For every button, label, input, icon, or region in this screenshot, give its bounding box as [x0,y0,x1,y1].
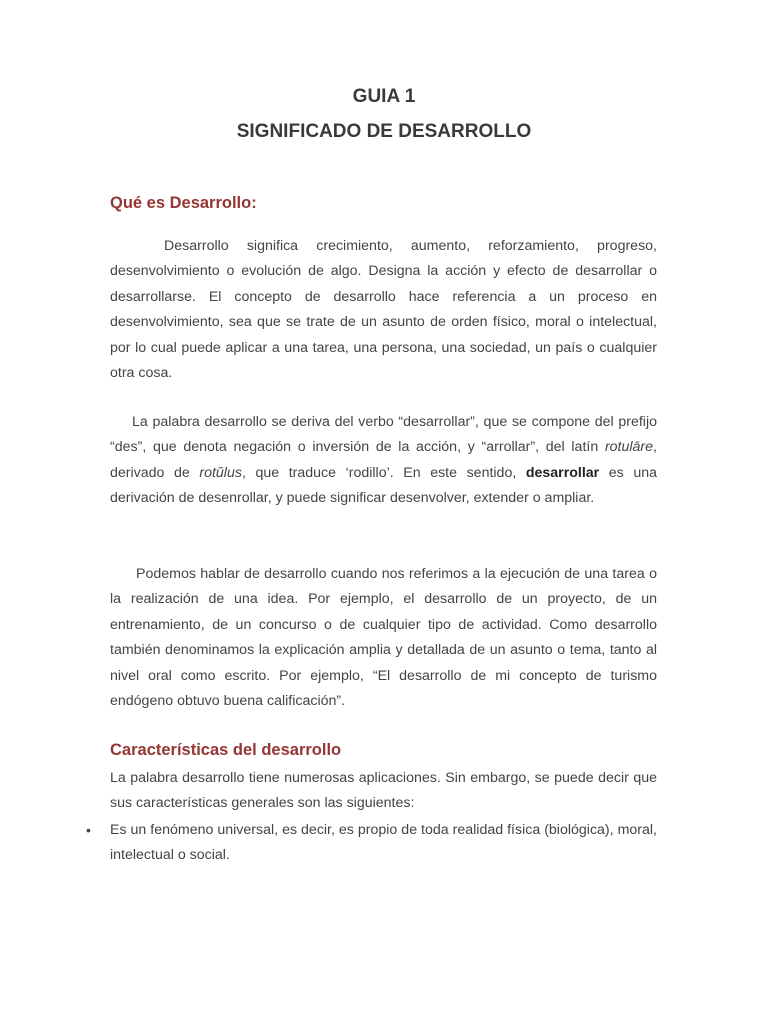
etymology-text-4: es una derivación de desenrollar, y puede significar desenvolver, extender o ampliar. [110,464,657,507]
paragraph-characteristics-intro: La palabra desarrollo tiene numerosas aplicaciones. Sin embargo, se puede decir que sus características generales son las siguientes: [110,770,657,812]
paragraph-etymology [110,410,657,512]
section-heading-caracteristicas: Características del desarrollo [110,741,342,759]
document-subtitle: SIGNIFICADO DE DESARROLLO [236,121,532,142]
document-title: GUIA 1 [352,86,416,107]
latin-term-rotulare: rotulāre [604,439,654,456]
bullet-icon: • [86,822,91,838]
bold-term-desarrollar: desarrollar [525,464,600,481]
etymology-text-3: , que traduce ‘rodillo’. En este sentido, [241,464,526,481]
characteristics-list [86,818,657,869]
list-item-text: Es un fenómeno universal, es decir, es propio de toda realidad física (biológica), moral, intelectual o social. [110,822,657,864]
latin-term-rotulus: rotŭlus [199,464,242,481]
paragraph-definition: Desarrollo significa crecimiento, aumento, reforzamiento, progreso, desenvolvimiento o evolución de algo. Designa la acción y efecto de desarrollar o desarrollarse. El concepto de desarrollo hace referencia a un proceso en desenvolvimiento, sea que se trate de un asunto de orden físico, moral o intelectual, por lo cual puede aplicar a una tarea, una persona, una sociedad, un país o cualquier otra cosa. [110,238,657,382]
etymology-text-2: , derivado de [110,439,657,481]
etymology-text-1: La palabra desarrollo se deriva del verbo “desarrollar”, que se compone del prefijo “des”, que denota negación o inversión de la acción, y “arrollar”, del latín [110,414,657,456]
paragraph-usage: Podemos hablar de desarrollo cuando nos referimos a la ejecución de una tarea o la realización de una idea. Por ejemplo, el desarrollo de un proyecto, de un entrenamiento, de un concurso o de cualquier tipo de actividad. Como desarrollo también denominamos la explicación amplia y detallada de un asunto o tema, tanto al nivel oral como escrito. Por ejemplo, “El desarrollo de mi concepto de turismo endógeno obtuvo buena calificación”. [110,566,657,710]
list-item [86,818,657,869]
section-heading-que-es-desarrollo: Qué es Desarrollo: [110,194,257,212]
